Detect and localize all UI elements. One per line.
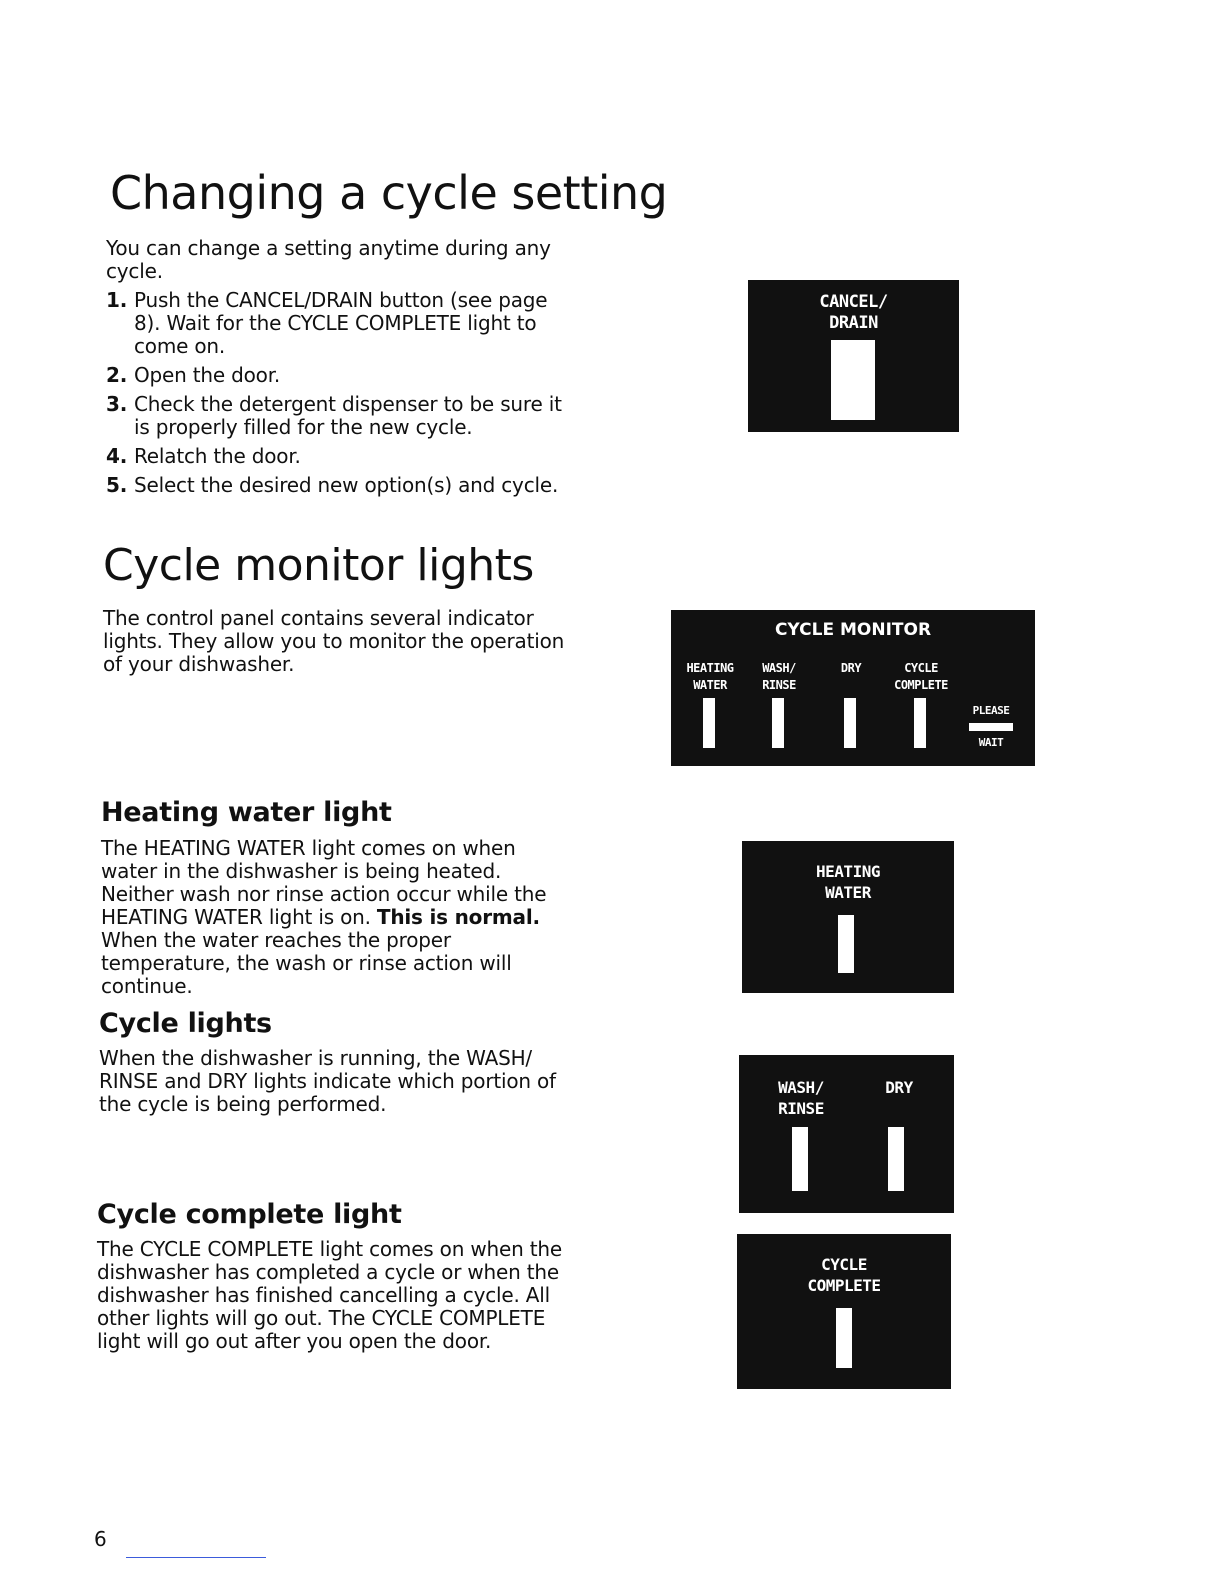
wash-panel-line1: WASH/	[778, 1078, 824, 1097]
wash-dry-panel-illustration	[739, 1055, 954, 1213]
cancel-drain-panel-illustration	[748, 280, 959, 432]
step-number: 4.	[106, 444, 128, 468]
steps-list	[106, 289, 576, 503]
monitor-label-line2: RINSE	[762, 678, 796, 692]
wash-panel-line2: RINSE	[778, 1099, 824, 1118]
cycle-complete-light	[836, 1308, 852, 1368]
monitor-label-line2: WATER	[693, 678, 727, 692]
step-text: Check the detergent dispenser to be sure it is properly filled for the new cycle.	[134, 392, 562, 439]
cancel-drain-label	[748, 292, 959, 334]
cancel-label-line2: DRAIN	[829, 313, 878, 333]
please-label: PLEASE	[972, 704, 1010, 717]
monitor-label-wash-rinse	[744, 660, 814, 694]
complete-panel-line1: CYCLE	[821, 1255, 867, 1274]
heating-text-b: When the water reaches the proper temperature, the wash or rinse action will continue.	[101, 928, 512, 998]
monitor-label-heating-water	[675, 660, 745, 694]
cycle-complete-panel-illustration	[737, 1234, 951, 1389]
monitor-light-dry	[844, 698, 856, 748]
step-text: Select the desired new option(s) and cycle.	[134, 473, 559, 497]
monitor-light-cycle-complete	[914, 698, 926, 748]
heading-cycle-lights: Cycle lights	[99, 1008, 272, 1039]
footer-rule	[126, 1557, 266, 1558]
dry-light	[888, 1127, 904, 1191]
heading-heating-water-light: Heating water light	[101, 797, 392, 828]
step-text: Open the door.	[134, 363, 281, 387]
section-title-changing-cycle: Changing a cycle setting	[110, 166, 668, 220]
cycle-complete-panel-label	[737, 1254, 951, 1296]
please-wait-light	[969, 723, 1013, 731]
cycle-lights-description: When the dishwasher is running, the WASH/ RINSE and DRY lights indicate which portion of the cycle is being performed.	[99, 1046, 556, 1116]
list-item	[106, 474, 576, 497]
step-text: Relatch the door.	[134, 444, 301, 468]
complete-panel-line2: COMPLETE	[807, 1276, 881, 1295]
heating-water-description	[101, 837, 576, 998]
heating-text-a: The HEATING WATER light comes on when water in the dishwasher is being heated. Neither wash nor rinse action occur while the HEATING WATER light is on.	[101, 836, 547, 929]
list-item	[106, 364, 576, 387]
step-number: 1.	[106, 288, 128, 312]
cancel-label-line1: CANCEL/	[819, 292, 888, 312]
monitor-label-cycle-complete	[886, 660, 956, 694]
heating-water-panel-label	[742, 861, 954, 903]
wash-rinse-light	[792, 1127, 808, 1191]
wait-label: WAIT	[978, 736, 1004, 749]
cycle-monitor-title: CYCLE MONITOR	[774, 620, 932, 640]
monitor-label-line1: CYCLE	[904, 661, 938, 675]
section-intro-changing-cycle: You can change a setting anytime during any cycle.	[106, 236, 551, 283]
heading-cycle-complete-light: Cycle complete light	[97, 1199, 402, 1230]
section-title-monitor-lights: Cycle monitor lights	[103, 540, 534, 591]
monitor-light-wash-rinse	[772, 698, 784, 748]
step-number: 3.	[106, 392, 128, 416]
monitor-label-line2: COMPLETE	[894, 678, 948, 692]
section-intro-monitor-lights: The control panel contains several indicator lights. They allow you to monitor the operation of your dishwasher.	[103, 606, 565, 676]
monitor-label-dry	[816, 660, 886, 677]
step-number: 2.	[106, 363, 128, 387]
list-item	[106, 393, 576, 439]
cancel-drain-light	[831, 340, 875, 420]
list-item	[106, 445, 576, 468]
list-item	[106, 289, 576, 358]
step-number: 5.	[106, 473, 128, 497]
heating-water-panel-illustration	[742, 841, 954, 993]
heating-panel-line1: HEATING	[816, 862, 880, 881]
page-number: 6	[94, 1527, 107, 1551]
monitor-label-line1: WASH/	[762, 661, 796, 675]
monitor-light-heating-water	[703, 698, 715, 748]
heating-panel-line2: WATER	[825, 883, 871, 902]
step-text: Push the CANCEL/DRAIN button (see page 8). Wait for the CYCLE COMPLETE light to come on.	[134, 288, 548, 358]
heating-water-light	[838, 915, 854, 973]
monitor-label-line1: DRY	[840, 661, 862, 675]
heating-text-normal: This is normal.	[376, 905, 540, 929]
dry-panel-label: DRY	[885, 1078, 913, 1097]
cycle-monitor-panel-illustration	[671, 610, 1035, 766]
cycle-complete-description: The CYCLE COMPLETE light comes on when the dishwasher has completed a cycle or when the dishwasher has finished cancelling a cycle. All other lights will go out. The CYCLE COMPLETE light will go out after you open the door.	[97, 1237, 562, 1353]
wash-rinse-panel-label	[767, 1077, 835, 1119]
monitor-label-line1: HEATING	[686, 661, 734, 675]
